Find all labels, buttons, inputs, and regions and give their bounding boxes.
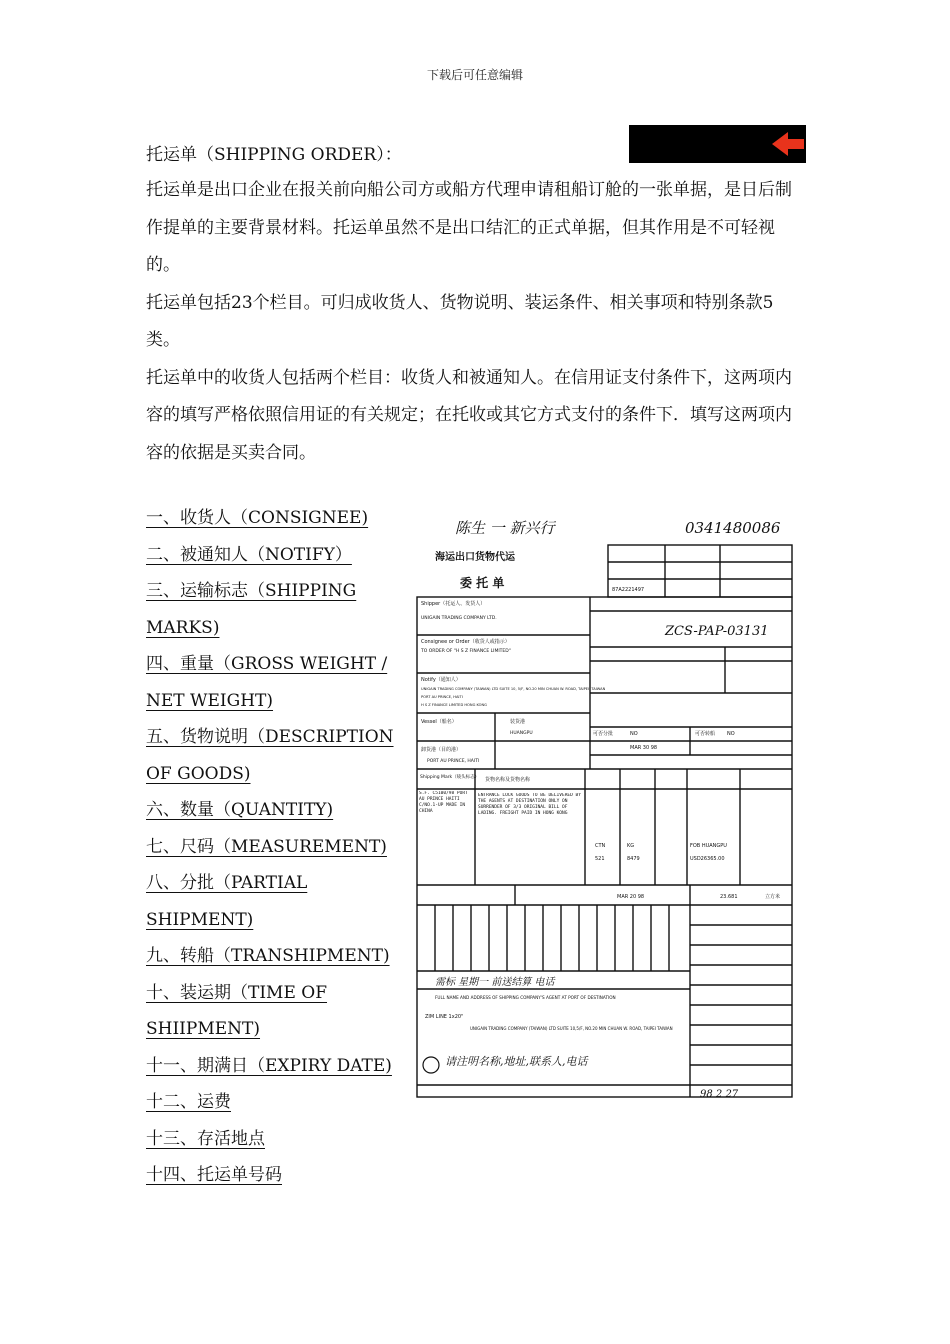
handwriting-number: 0341480086 (685, 519, 781, 537)
lc-number-handwritten: ZCS-PAP-03131 (665, 624, 769, 639)
list-item[interactable]: 五、货物说明（DESCRIPTION OF GOODS) (146, 727, 394, 784)
form-ref-number: 87A2221497 (612, 587, 645, 593)
measurement-value: 23.681 (720, 894, 738, 900)
loading-port-value: HUANGPU (510, 731, 533, 736)
list-item[interactable]: 八、分批（PARTIAL SHIPMENT) (146, 873, 308, 930)
loading-port-label: 装货港 (510, 719, 526, 725)
partial-value: NO (630, 731, 638, 737)
notify-value-3: H S Z FINANCE LIMITED HONG KONG (421, 703, 487, 707)
list-item[interactable]: 三、运输标志（SHIPPING MARKS) (146, 581, 357, 638)
destination-label: 卸货港（目的港） (421, 747, 462, 753)
list-item[interactable]: 十、装运期（TIME OF SHIIPMENT) (146, 982, 328, 1039)
notify-label: Notify（通知人） (421, 677, 461, 683)
list-item[interactable]: 九、转船（TRANSHIPMENT) (146, 946, 390, 966)
list-item[interactable]: 十二、运费 (146, 1092, 231, 1112)
bottom-note-handwritten: 请注明名称,地址,联系人,电话 (445, 1055, 588, 1068)
qty-value: 521 (595, 856, 605, 862)
shipper-company-line: UNIGAIN TRADING COMPANY (TAIWAN) LTD SUITE 10,5/F, NO.20 MIN CHUAN W. ROAD, TAIPEI TAIWAN (470, 1026, 673, 1031)
weight-unit: KG (627, 843, 635, 849)
measurement-unit: 立方米 (765, 894, 781, 900)
handwriting-note: 陈生 一 新兴行 (455, 519, 555, 537)
goods-label: 货物名称及货物名称 (485, 777, 531, 783)
shipper-value: UNIGAIN TRADING COMPANY LTD. (421, 616, 497, 621)
price-terms: FOB HUANGPU (690, 843, 727, 849)
page-header-note: 下载后可任意编辑 (426, 68, 523, 82)
paragraph: 托运单包括23个栏目。可归成收货人、货物说明、装运条件、相关事项和特别条款5类。 (146, 292, 774, 350)
special-note-handwritten: 需标 星期一 前送结算 电话 (435, 977, 555, 988)
page-title: 托运单（SHIPPING ORDER）： (146, 145, 402, 165)
ship-line: ZIM LINE 1x20" (425, 1014, 464, 1020)
paragraph: 托运单中的收货人包括两个栏目：收货人和被通知人。在信用证支付条件下，这两项内容的填写严格依照信用证的有关规定；在托收或其它方式支付的条件下．填写这两项内容的依据是买卖合同。 (146, 367, 792, 463)
form-doc-title: 委 托 单 (460, 576, 505, 590)
partial-label: 可否分批 (593, 731, 614, 737)
field-list (146, 500, 396, 1194)
consignee-label: Consignee or Order（收货人或指示） (421, 639, 510, 645)
weight-value: 8479 (627, 856, 640, 862)
list-item[interactable]: 六、数量（QUANTITY) (146, 800, 334, 820)
qty-unit: CTN (595, 843, 606, 849)
amount-value: USD26365.00 (690, 856, 725, 862)
shipper-label: Shipper（托运人、发货人） (421, 601, 486, 607)
notify-value-2: PORT AU PRINCE, HAITI (421, 695, 463, 699)
intro-paragraphs (146, 172, 806, 472)
agent-address-label: FULL NAME AND ADDRESS OF SHIPPING COMPANY'S AGENT AT PORT OF DESTINATION (435, 995, 616, 1000)
consignee-value: TO ORDER OF "H S Z FINANCE LIMITED" (421, 649, 511, 654)
vessel-label: Vessel（船名） (421, 719, 457, 725)
black-banner (629, 125, 806, 163)
destination-value: PORT AU PRINCE, HAITI (427, 759, 480, 764)
transship-value: NO (727, 731, 735, 737)
goods-value: ENTRANCE LOCK GOODS TO BE DELIVERED BY THE AGENTS AT DESTINATION ONLY ON SURRENDER OF 3/3 ORIGINAL BILL OF LADING. FREIGHT PAID IN HONG KONG (478, 793, 581, 816)
marks-label: Shipping Mark（唛头标志） (420, 775, 480, 780)
expiry-date: MAR 20 98 (617, 894, 645, 900)
list-item[interactable]: 十四、托运单号码 (146, 1165, 282, 1185)
paragraph: 托运单是出口企业在报关前向船公司方或船方代理申请租船订舱的一张单据，是日后制作提单的主要背景材料。托运单虽然不是出口结汇的正式单据，但其作用是不可轻视的。 (146, 180, 792, 275)
list-item[interactable]: 一、收货人（CONSIGNEE) (146, 508, 369, 528)
shipment-date: MAR 30 98 (630, 745, 658, 751)
shipping-order-form-image (415, 515, 795, 1105)
marks-value: S.F. C5100/98 PORT AU PRINCE HAITI C/NO.1-UP MADE IN CHINA (419, 791, 468, 814)
list-item[interactable]: 二、被通知人（NOTIFY） (146, 544, 352, 565)
left-arrow-icon (770, 130, 806, 158)
stamp-circle (423, 1057, 439, 1073)
form-agent-title: 海运出口货物代运 (435, 552, 515, 563)
list-item[interactable]: 十三、存活地点 (146, 1128, 265, 1149)
date-handwritten: 98 2 27 (700, 1089, 739, 1100)
notify-value: UNIGAIN TRADING COMPANY (TAIWAN) LTD SUITE 10, 5/F, NO.20 MIN CHUAN W. ROAD, TAIPEI, TAIWAN (421, 687, 606, 691)
list-item[interactable]: 四、重量（GROSS WEIGHT / NET WEIGHT) (146, 654, 388, 711)
transship-label: 可否转船 (695, 731, 716, 737)
list-item[interactable]: 十一、期满日（EXPIRY DATE) (146, 1055, 392, 1076)
list-item[interactable]: 七、尺码（MEASUREMENT) (146, 836, 387, 857)
